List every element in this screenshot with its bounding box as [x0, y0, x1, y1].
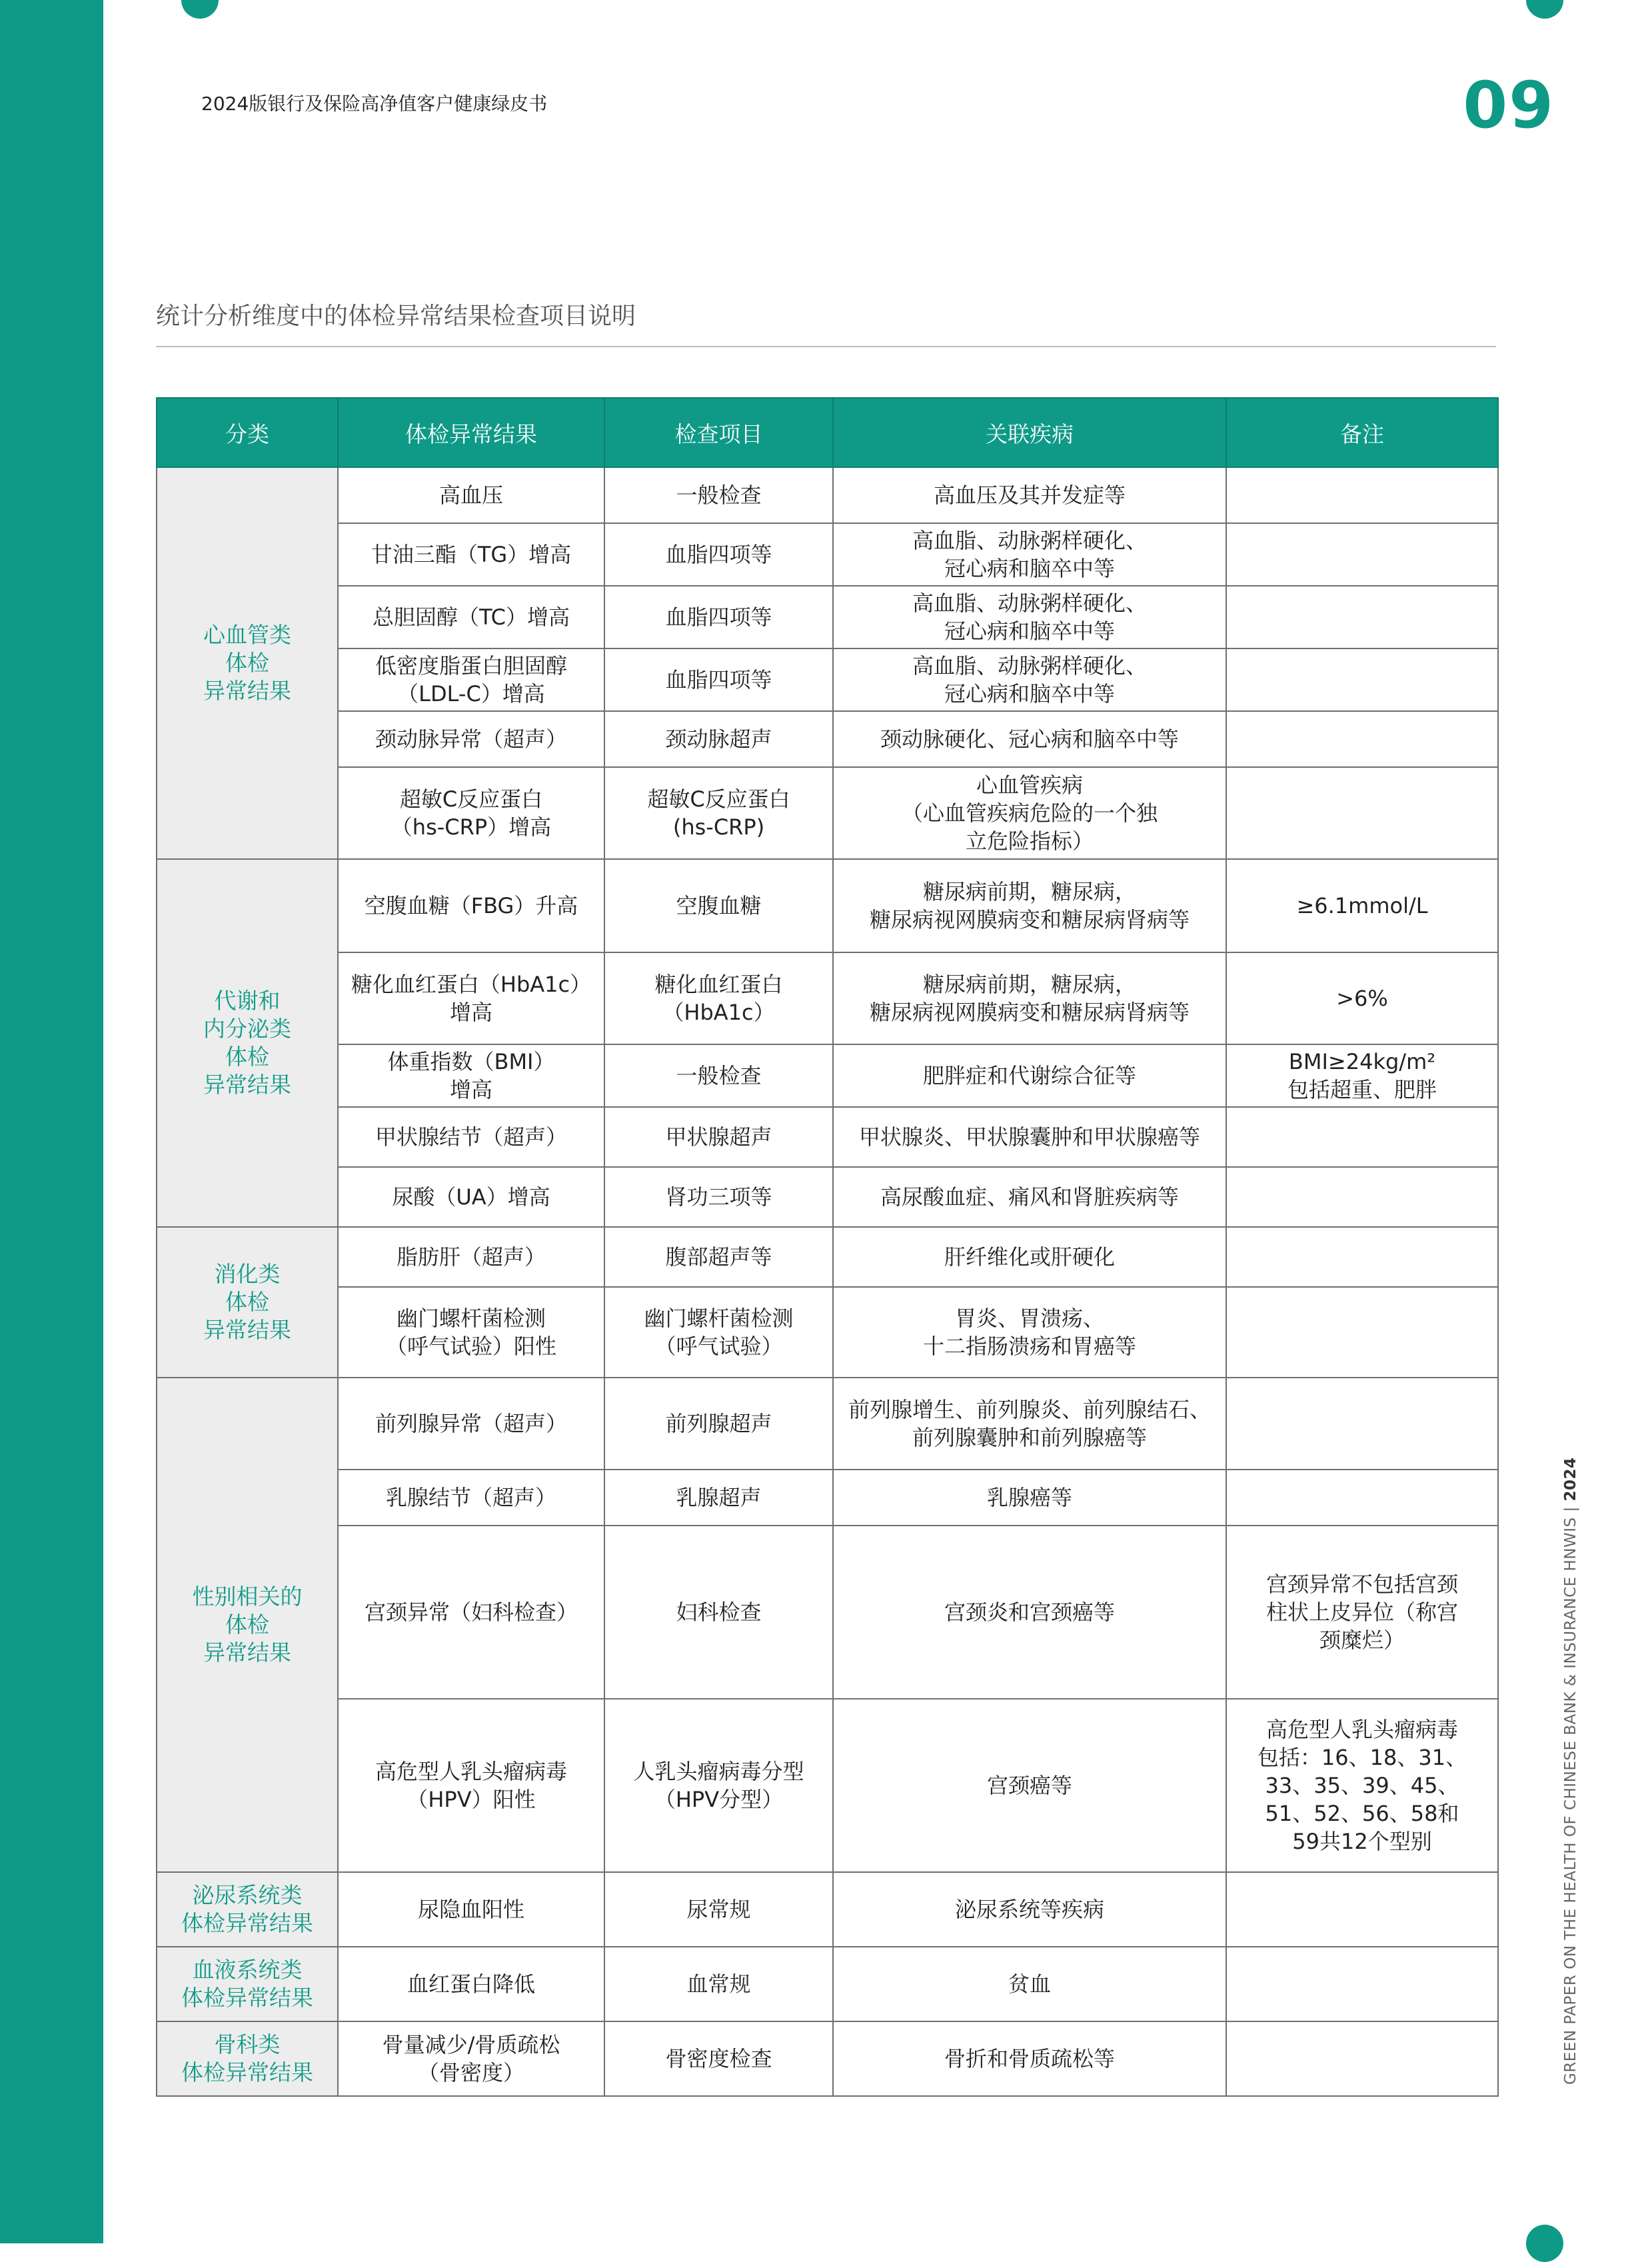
category-line: 泌尿系统类 — [192, 1882, 303, 1908]
disease-line: 冠心病和脑卒中等 — [944, 618, 1115, 644]
result-cell — [338, 952, 604, 1044]
result-line: 高血压 — [438, 483, 503, 508]
table-row — [157, 767, 1498, 859]
note-cell — [1226, 1526, 1498, 1699]
disease-line: 肥胖症和代谢综合征等 — [922, 1063, 1136, 1088]
disease-cell — [833, 1699, 1226, 1872]
result-line: 乳腺结节（超声） — [385, 1485, 556, 1510]
disease-line: 颈动脉硬化、冠心病和脑卒中等 — [880, 726, 1179, 752]
result-line: 宫颈异常（妇科检查） — [364, 1600, 578, 1625]
note-line: 颈糜烂） — [1319, 1628, 1405, 1653]
category-line: 代谢和 — [214, 988, 281, 1014]
exam-cell — [604, 1872, 833, 1947]
result-cell — [338, 1378, 604, 1470]
column-header-2: 检查项目 — [604, 398, 833, 467]
result-line: 增高 — [449, 1000, 492, 1025]
note-cell — [1226, 1287, 1498, 1378]
document-title: 2024版银行及保险高净值客户健康绿皮书 — [201, 93, 548, 115]
note-line: 33、35、39、45、 — [1265, 1773, 1459, 1798]
side-running-text — [1562, 1457, 1579, 2085]
disease-cell — [833, 1044, 1226, 1107]
disease-line: 冠心病和脑卒中等 — [944, 556, 1115, 581]
result-line: 血红蛋白降低 — [407, 1971, 535, 1997]
exam-items-table — [156, 397, 1499, 2097]
result-line: 前列腺异常（超声） — [375, 1411, 567, 1436]
exam-line: 前列腺超声 — [665, 1411, 772, 1436]
disease-line: 泌尿系统等疾病 — [954, 1897, 1104, 1922]
table-row — [157, 1947, 1498, 2021]
left-accent-bar — [0, 0, 103, 2243]
disease-cell — [833, 2021, 1226, 2096]
exam-cell — [604, 711, 833, 767]
exam-cell — [604, 648, 833, 711]
table-row — [157, 1526, 1498, 1699]
category-cell — [157, 2021, 338, 2096]
table-row — [157, 1287, 1498, 1378]
disease-cell — [833, 711, 1226, 767]
exam-line: （HPV分型） — [654, 1787, 784, 1812]
result-cell — [338, 648, 604, 711]
exam-cell — [604, 1470, 833, 1526]
category-line: 体检 — [225, 1612, 269, 1638]
table-row — [157, 711, 1498, 767]
exam-cell — [604, 952, 833, 1044]
disease-line: 胃炎、胃溃疡、 — [954, 1306, 1104, 1331]
result-line: 超敏C反应蛋白 — [399, 786, 543, 812]
exam-cell — [604, 1044, 833, 1107]
result-cell — [338, 1947, 604, 2021]
note-cell — [1226, 467, 1498, 523]
result-cell — [338, 767, 604, 859]
disease-line: 高血脂、动脉粥样硬化、 — [912, 528, 1147, 553]
result-cell — [338, 1044, 604, 1107]
exam-line: 超敏C反应蛋白 — [647, 786, 790, 812]
exam-cell — [604, 1107, 833, 1167]
note-cell — [1226, 1947, 1498, 2021]
table-row — [157, 859, 1498, 952]
result-line: 颈动脉异常（超声） — [375, 726, 567, 752]
note-cell — [1226, 2021, 1498, 2096]
category-line: 体检 — [225, 650, 269, 676]
disease-line: 肝纤维化或肝硬化 — [944, 1244, 1115, 1270]
disease-cell — [833, 859, 1226, 952]
exam-cell — [604, 1167, 833, 1227]
note-cell — [1226, 1227, 1498, 1287]
column-header-3: 关联疾病 — [833, 398, 1226, 467]
exam-line: 一般检查 — [676, 483, 762, 508]
result-cell — [338, 1167, 604, 1227]
exam-line: 血常规 — [686, 1971, 751, 1997]
table-row — [157, 1699, 1498, 1872]
result-line: （hs-CRP）增高 — [391, 814, 552, 840]
exam-line: 空腹血糖 — [676, 893, 762, 918]
category-cell — [157, 1378, 338, 1872]
result-cell — [338, 1872, 604, 1947]
side-english-text: GREEN PAPER ON THE HEALTH OF CHINESE BANK & INSURANCE HNWIS | — [1562, 1501, 1579, 2085]
note-line: 59共12个型别 — [1292, 1829, 1432, 1854]
exam-cell — [604, 2021, 833, 2096]
category-line: 心血管类 — [203, 622, 291, 648]
exam-line: 血脂四项等 — [665, 542, 772, 567]
table-row — [157, 952, 1498, 1044]
result-line: 甲状腺结节（超声） — [375, 1124, 567, 1150]
exam-cell — [604, 1699, 833, 1872]
exam-cell — [604, 1378, 833, 1470]
category-line: 消化类 — [214, 1261, 281, 1287]
table-row — [157, 648, 1498, 711]
category-line: 体检异常结果 — [181, 1985, 313, 2011]
result-cell — [338, 711, 604, 767]
table-row — [157, 523, 1498, 586]
result-cell — [338, 1227, 604, 1287]
exam-line: 糖化血红蛋白 — [654, 972, 783, 997]
exam-line: 肾功三项等 — [665, 1184, 772, 1210]
note-cell — [1226, 1167, 1498, 1227]
exam-cell — [604, 1227, 833, 1287]
category-line: 性别相关的 — [192, 1584, 303, 1610]
disease-line: 前列腺增生、前列腺炎、前列腺结石、 — [848, 1397, 1211, 1422]
note-line: ≥6.1mmol/L — [1296, 893, 1428, 918]
disease-cell — [833, 1872, 1226, 1947]
category-cell — [157, 467, 338, 859]
section-divider — [156, 346, 1496, 347]
category-cell — [157, 859, 338, 1227]
disease-line: 宫颈癌等 — [986, 1773, 1072, 1798]
disease-line: 高血压及其并发症等 — [933, 483, 1126, 508]
disease-line: 糖尿病视网膜病变和糖尿病肾病等 — [869, 1000, 1190, 1025]
disease-cell — [833, 648, 1226, 711]
result-line: 尿酸（UA）增高 — [392, 1184, 550, 1210]
category-cell — [157, 1227, 338, 1378]
table-row — [157, 1167, 1498, 1227]
top-left-dot — [181, 0, 219, 19]
result-line: （LDL-C）增高 — [397, 681, 545, 706]
category-line: 骨科类 — [214, 2031, 281, 2057]
disease-line: 冠心病和脑卒中等 — [944, 681, 1115, 706]
result-line: 幽门螺杆菌检测 — [396, 1306, 546, 1331]
table-row — [157, 1227, 1498, 1287]
note-cell — [1226, 711, 1498, 767]
category-line: 体检异常结果 — [181, 2059, 313, 2085]
exam-line: 血脂四项等 — [665, 604, 772, 630]
note-line: 宫颈异常不包括宫颈 — [1265, 1572, 1458, 1597]
table-row — [157, 1378, 1498, 1470]
table-row — [157, 1107, 1498, 1167]
result-line: 骨量减少/骨质疏松 — [382, 2032, 560, 2057]
table-row — [157, 1044, 1498, 1107]
disease-cell — [833, 1107, 1226, 1167]
result-cell — [338, 467, 604, 523]
exam-line: 骨密度检查 — [665, 2046, 772, 2071]
note-line: 51、52、56、58和 — [1265, 1801, 1459, 1826]
exam-cell — [604, 767, 833, 859]
exam-line: 血脂四项等 — [665, 667, 772, 692]
disease-cell — [833, 1378, 1226, 1470]
result-cell — [338, 1526, 604, 1699]
result-cell — [338, 2021, 604, 2096]
exam-line: 妇科检查 — [676, 1600, 762, 1625]
disease-cell — [833, 1227, 1226, 1287]
exam-cell — [604, 523, 833, 586]
disease-line: 前列腺囊肿和前列腺癌等 — [912, 1425, 1147, 1450]
category-line: 体检 — [225, 1289, 269, 1315]
category-line: 体检 — [225, 1044, 269, 1070]
table-body — [157, 467, 1498, 2096]
result-cell — [338, 586, 604, 648]
note-cell — [1226, 1044, 1498, 1107]
exam-line: 幽门螺杆菌检测 — [644, 1306, 794, 1331]
table-header-row — [157, 398, 1498, 467]
table-row — [157, 2021, 1498, 2096]
bottom-right-dot — [1526, 2225, 1563, 2262]
result-cell — [338, 1699, 604, 1872]
note-line: 包括超重、肥胖 — [1287, 1077, 1437, 1102]
disease-cell — [833, 952, 1226, 1044]
disease-line: 骨折和骨质疏松等 — [944, 2046, 1115, 2071]
result-cell — [338, 1107, 604, 1167]
result-line: 高危型人乳头瘤病毒 — [375, 1759, 567, 1784]
note-cell — [1226, 1378, 1498, 1470]
category-line: 体检异常结果 — [181, 1910, 313, 1936]
disease-line: 乳腺癌等 — [986, 1485, 1072, 1510]
disease-line: 宫颈炎和宫颈癌等 — [944, 1600, 1115, 1625]
disease-cell — [833, 586, 1226, 648]
disease-line: 高尿酸血症、痛风和肾脏疾病等 — [880, 1184, 1179, 1210]
note-cell — [1226, 586, 1498, 648]
exam-line: 一般检查 — [676, 1063, 762, 1088]
category-line: 异常结果 — [203, 678, 291, 704]
disease-line: （心血管疾病危险的一个独 — [901, 800, 1158, 826]
exam-line: 尿常规 — [686, 1897, 751, 1922]
disease-line: 糖尿病视网膜病变和糖尿病肾病等 — [869, 907, 1190, 932]
category-line: 内分泌类 — [203, 1016, 291, 1042]
section-title: 统计分析维度中的体检异常结果检查项目说明 — [156, 303, 636, 330]
disease-line: 十二指肠溃疡和胃癌等 — [922, 1334, 1136, 1359]
result-line: 甘油三酯（TG）增高 — [371, 542, 572, 567]
result-line: 糖化血红蛋白（HbA1c） — [351, 972, 592, 997]
exam-line: 甲状腺超声 — [665, 1124, 772, 1150]
table-row — [157, 1470, 1498, 1526]
note-cell — [1226, 1470, 1498, 1526]
exam-line: 腹部超声等 — [665, 1244, 772, 1270]
result-line: 体重指数（BMI） — [387, 1049, 555, 1074]
note-line: 高危型人乳头瘤病毒 — [1265, 1717, 1458, 1742]
exam-cell — [604, 467, 833, 523]
disease-line: 糖尿病前期，糖尿病， — [922, 879, 1136, 904]
note-line: 包括：16、18、31、 — [1257, 1745, 1467, 1770]
table-row — [157, 467, 1498, 523]
exam-cell — [604, 1526, 833, 1699]
note-line: >6% — [1336, 986, 1388, 1011]
disease-line: 高血脂、动脉粥样硬化、 — [912, 653, 1147, 678]
disease-cell — [833, 467, 1226, 523]
note-line: BMI≥24kg/m² — [1288, 1049, 1436, 1074]
column-header-4: 备注 — [1226, 398, 1498, 467]
result-line: （骨密度） — [417, 2060, 524, 2085]
result-line: 增高 — [449, 1077, 492, 1102]
result-cell — [338, 859, 604, 952]
exam-line: （呼气试验） — [654, 1334, 783, 1359]
note-cell — [1226, 767, 1498, 859]
exam-cell — [604, 1947, 833, 2021]
result-line: 总胆固醇（TC）增高 — [372, 604, 570, 630]
note-cell — [1226, 1872, 1498, 1947]
exam-line: 人乳头瘤病毒分型 — [633, 1759, 804, 1784]
exam-line: （HbA1c） — [662, 1000, 775, 1025]
note-cell — [1226, 859, 1498, 952]
exam-cell — [604, 586, 833, 648]
result-cell — [338, 1287, 604, 1378]
category-cell — [157, 1872, 338, 1947]
page-number: 09 — [1463, 68, 1555, 143]
disease-cell — [833, 767, 1226, 859]
result-line: 尿隐血阳性 — [417, 1897, 524, 1922]
side-year: 2024 — [1562, 1457, 1579, 1502]
result-cell — [338, 523, 604, 586]
result-line: （HPV）阳性 — [407, 1787, 536, 1812]
note-cell — [1226, 1699, 1498, 1872]
category-line: 异常结果 — [203, 1072, 291, 1098]
result-line: 低密度脂蛋白胆固醇 — [375, 653, 567, 678]
disease-line: 甲状腺炎、甲状腺囊肿和甲状腺癌等 — [858, 1124, 1200, 1150]
exam-line: 颈动脉超声 — [665, 726, 772, 752]
category-line: 异常结果 — [203, 1317, 291, 1343]
disease-line: 贫血 — [1008, 1971, 1051, 1997]
exam-line: (hs-CRP) — [672, 814, 765, 840]
disease-line: 立危险指标） — [965, 828, 1094, 854]
disease-cell — [833, 1526, 1226, 1699]
result-line: 脂肪肝（超声） — [396, 1244, 546, 1270]
note-cell — [1226, 1107, 1498, 1167]
column-header-0: 分类 — [157, 398, 338, 467]
category-cell — [157, 1947, 338, 2021]
note-cell — [1226, 523, 1498, 586]
disease-line: 糖尿病前期，糖尿病， — [922, 972, 1136, 997]
column-header-1: 体检异常结果 — [338, 398, 604, 467]
note-cell — [1226, 952, 1498, 1044]
result-line: （呼气试验）阳性 — [385, 1334, 556, 1359]
disease-cell — [833, 1947, 1226, 2021]
result-line: 空腹血糖（FBG）升高 — [364, 893, 578, 918]
note-cell — [1226, 648, 1498, 711]
exam-cell — [604, 859, 833, 952]
exam-cell — [604, 1287, 833, 1378]
disease-line: 心血管疾病 — [976, 772, 1083, 798]
disease-cell — [833, 523, 1226, 586]
disease-cell — [833, 1470, 1226, 1526]
exam-line: 乳腺超声 — [676, 1485, 762, 1510]
top-right-dot — [1526, 0, 1563, 19]
category-line: 异常结果 — [203, 1640, 291, 1666]
result-cell — [338, 1470, 604, 1526]
note-line: 柱状上皮异位（称宫 — [1265, 1600, 1458, 1625]
disease-cell — [833, 1287, 1226, 1378]
table-row — [157, 1872, 1498, 1947]
disease-cell — [833, 1167, 1226, 1227]
category-line: 血液系统类 — [192, 1957, 303, 1983]
table-row — [157, 586, 1498, 648]
disease-line: 高血脂、动脉粥样硬化、 — [912, 590, 1147, 616]
